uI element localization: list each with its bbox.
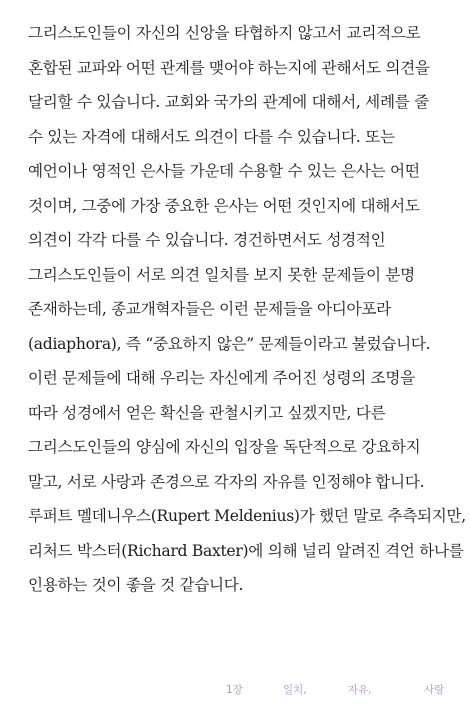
text-line: 그리스도인들이 자신의 신앙을 타협하지 않고서 교리적으로 <box>28 24 421 42</box>
text-line: 그리스도인들이 서로 의견 일치를 보지 못한 문제들이 분명 <box>28 265 415 284</box>
footer-unity-label: 일치, <box>283 684 307 696</box>
text-line: 리처드 박스터(Richard Baxter)에 의해 널리 알려진 격언 하나를 <box>28 541 464 560</box>
text-line: 혼합된 교파와 어떤 관계를 맺어야 하는지에 관해서도 의견을 <box>28 58 430 77</box>
text-line: 존재하는데, 종교개혁자들은 이런 문제들을 아디아포라 <box>28 300 391 318</box>
text-line: 루퍼트 멜데니우스(Rupert Meldenius)가 했던 말로 추측되지만, <box>28 507 466 525</box>
footer-chapter-label: 1장 <box>226 684 243 696</box>
footer-liberty-label: 자유, <box>348 684 372 696</box>
text-line: 것이며, 그중에 가장 중요한 은사는 어떤 것인지에 대해서도 <box>28 196 420 215</box>
text-line: 이런 문제들에 대해 우리는 자신에게 주어진 성령의 조명을 <box>28 369 415 387</box>
text-line: 의견이 각각 다를 수 있습니다. 경건하면서도 성경적인 <box>28 231 386 249</box>
text-line: 인용하는 것이 좋을 것 같습니다. <box>28 576 244 594</box>
text-line: 말고, 서로 사랑과 존경으로 각자의 자유를 인정해야 합니다. <box>28 472 425 491</box>
text-line: 그리스도인들의 양심에 자신의 입장을 독단적으로 강요하지 <box>28 438 421 456</box>
body-paragraph <box>28 16 466 603</box>
text-line: 예언이나 영적인 은사들 가운데 수용할 수 있는 은사는 어떤 <box>28 162 420 180</box>
text-line: (adiaphora), 즉 “중요하지 않은” 문제들이라고 불렀습니다. <box>28 334 431 353</box>
text-line: 달리할 수 있습니다. 교회와 국가의 관계에 대해서, 세례를 줄 <box>28 93 429 111</box>
page-footer <box>0 682 470 706</box>
text-line: 수 있는 자격에 대해서도 의견이 다를 수 있습니다. 또는 <box>28 127 395 146</box>
footer-love-label: 사랑 <box>424 684 445 696</box>
text-line: 따라 성경에서 얻은 확신을 관철시키고 싶겠지만, 다른 <box>28 403 386 422</box>
